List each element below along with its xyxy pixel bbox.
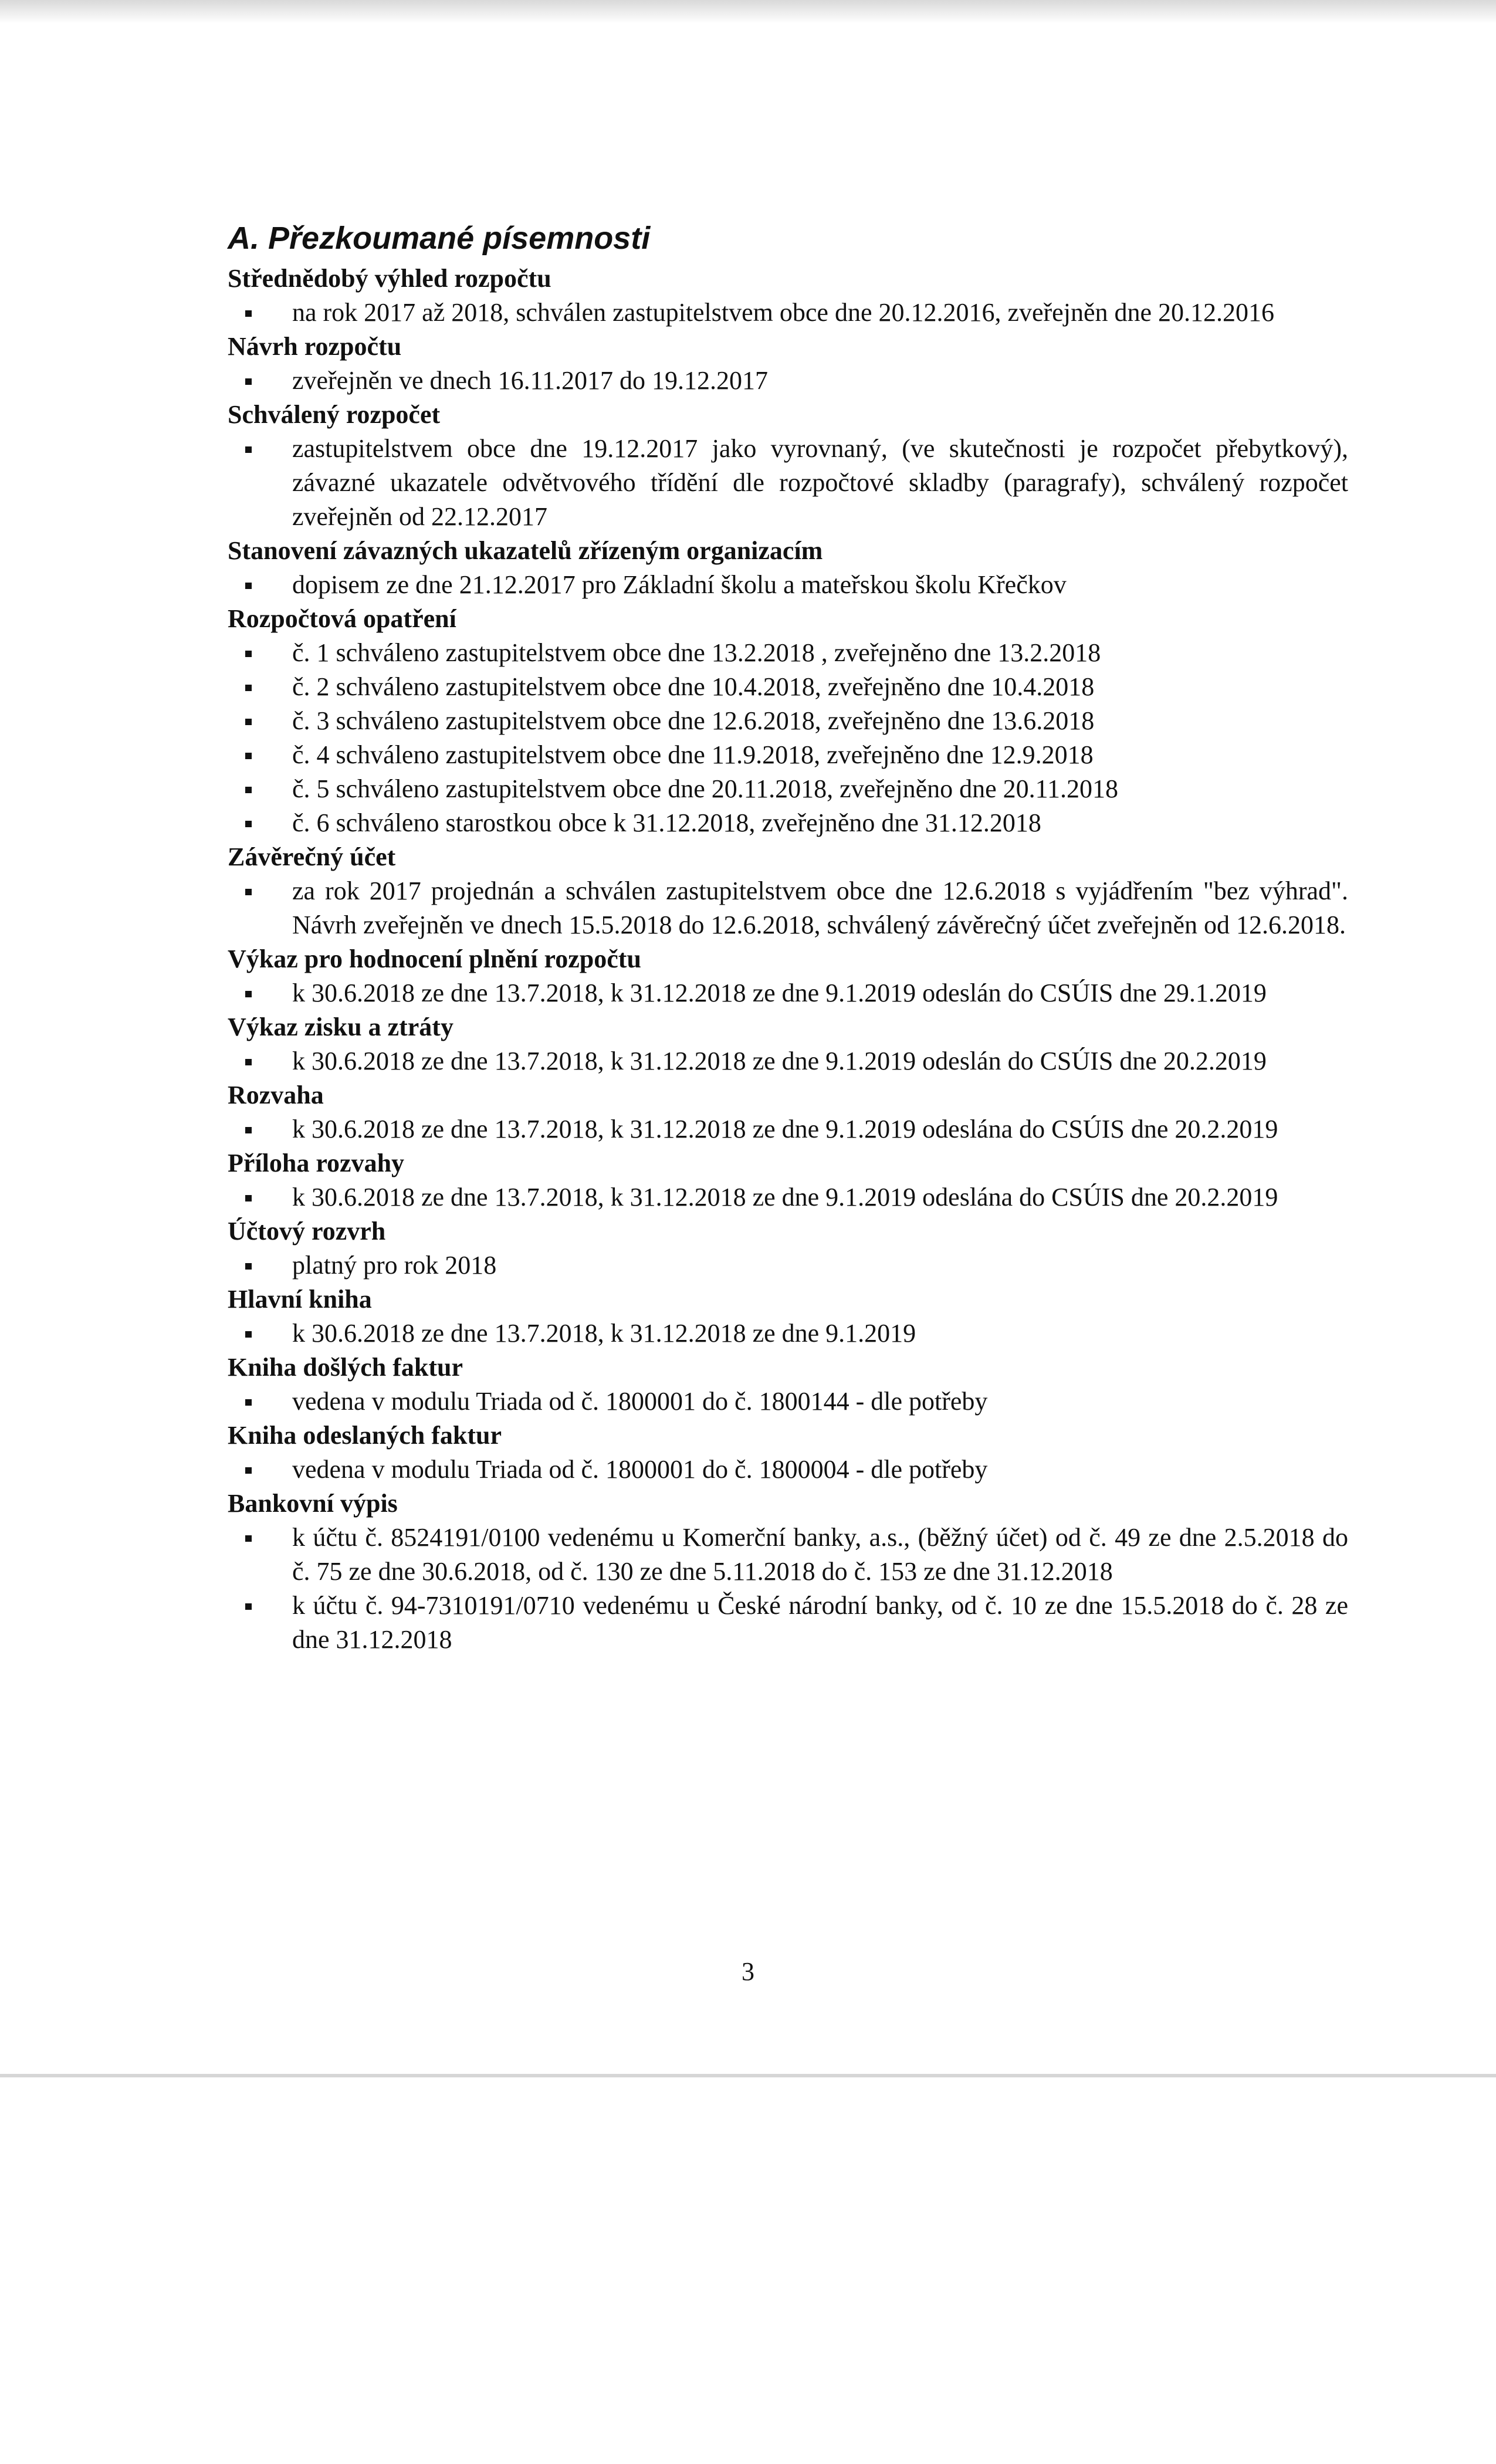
section: [228, 534, 1348, 602]
section-heading: Výkaz pro hodnocení plnění rozpočtu: [228, 945, 641, 973]
section: [228, 1010, 1348, 1078]
list-item: č. 5 schváleno zastupitelstvem obce dne 20.11.2018, zveřejněno dne 20.11.2018: [228, 772, 1348, 806]
section-heading: Příloha rozvahy: [228, 1149, 405, 1177]
list-item: č. 3 schváleno zastupitelstvem obce dne 12.6.2018, zveřejněno dne 13.6.2018: [228, 704, 1348, 738]
section-heading: Rozvaha: [228, 1081, 324, 1109]
item-list: [228, 432, 1348, 534]
section: [228, 262, 1348, 330]
section: [228, 1282, 1348, 1351]
list-item: č. 1 schváleno zastupitelstvem obce dne 13.2.2018 , zveřejněno dne 13.2.2018: [228, 636, 1348, 670]
section: [228, 1214, 1348, 1282]
list-item: dopisem ze dne 21.12.2017 pro Základní školu a mateřskou školu Křečkov: [228, 568, 1348, 602]
item-list: [228, 1521, 1348, 1657]
section-heading: Schválený rozpočet: [228, 400, 441, 429]
list-item: k účtu č. 94-7310191/0710 vedenému u České národní banky, od č. 10 ze dne 15.5.2018 do č. 28 ze dne 31.12.2018: [228, 1589, 1348, 1657]
item-list: [228, 1248, 1348, 1282]
list-item: na rok 2017 až 2018, schválen zastupitelstvem obce dne 20.12.2016, zveřejněn dne 20.12.2016: [228, 296, 1348, 330]
scan-top-edge: [0, 0, 1496, 23]
section: [228, 602, 1348, 840]
item-list: [228, 1453, 1348, 1487]
list-item: k 30.6.2018 ze dne 13.7.2018, k 31.12.2018 ze dne 9.1.2019 odeslána do CSÚIS dne 20.2.2019: [228, 1180, 1348, 1214]
section-heading: Hlavní kniha: [228, 1285, 372, 1314]
document-body: [228, 217, 1348, 1657]
item-list: [228, 296, 1348, 330]
section: [228, 1419, 1348, 1487]
section: [228, 1351, 1348, 1419]
section-heading: Návrh rozpočtu: [228, 332, 402, 361]
section: [228, 330, 1348, 398]
section: [228, 1146, 1348, 1214]
item-list: [228, 1316, 1348, 1351]
section-heading: Výkaz zisku a ztráty: [228, 1013, 453, 1041]
section-heading: Závěrečný účet: [228, 842, 396, 871]
list-item: vedena v modulu Triada od č. 1800001 do č. 1800144 - dle potřeby: [228, 1385, 1348, 1419]
section-heading: Kniha odeslaných faktur: [228, 1421, 502, 1450]
scan-page-edge: [0, 2074, 1496, 2077]
section-heading: Účtový rozvrh: [228, 1217, 386, 1245]
list-item: k 30.6.2018 ze dne 13.7.2018, k 31.12.2018 ze dne 9.1.2019: [228, 1316, 1348, 1351]
item-list: [228, 568, 1348, 602]
list-item: zveřejněn ve dnech 16.11.2017 do 19.12.2017: [228, 364, 1348, 398]
item-list: [228, 1180, 1348, 1214]
list-item: za rok 2017 projednán a schválen zastupitelstvem obce dne 12.6.2018 s vyjádřením "bez výhrad". Návrh zveřejněn ve dnech 15.5.2018 do 12.6.2018, schválený závěrečný účet zveřejněn od 12.6.2018.: [228, 874, 1348, 942]
item-list: [228, 636, 1348, 840]
list-item: k 30.6.2018 ze dne 13.7.2018, k 31.12.2018 ze dne 9.1.2019 odeslán do CSÚIS dne 20.2.2019: [228, 1044, 1348, 1078]
section-heading: Střednědobý výhled rozpočtu: [228, 264, 551, 293]
section: [228, 942, 1348, 1010]
item-list: [228, 874, 1348, 942]
list-item: č. 6 schváleno starostkou obce k 31.12.2018, zveřejněno dne 31.12.2018: [228, 806, 1348, 840]
page-title: A. Přezkoumané písemnosti: [228, 221, 651, 256]
item-list: [228, 1112, 1348, 1146]
section-heading: Bankovní výpis: [228, 1489, 398, 1518]
list-item: k 30.6.2018 ze dne 13.7.2018, k 31.12.2018 ze dne 9.1.2019 odeslán do CSÚIS dne 29.1.2019: [228, 976, 1348, 1010]
section: [228, 1487, 1348, 1657]
list-item: zastupitelstvem obce dne 19.12.2017 jako vyrovnaný, (ve skutečnosti je rozpočet přebytkový), závazné ukazatele odvětvového třídění dle rozpočtové skladby (paragrafy), schválený rozpočet zveřejněn od 22.12.2017: [228, 432, 1348, 534]
list-item: č. 2 schváleno zastupitelstvem obce dne 10.4.2018, zveřejněno dne 10.4.2018: [228, 670, 1348, 704]
list-item: vedena v modulu Triada od č. 1800001 do č. 1800004 - dle potřeby: [228, 1453, 1348, 1487]
section: [228, 1078, 1348, 1146]
item-list: [228, 364, 1348, 398]
list-item: k 30.6.2018 ze dne 13.7.2018, k 31.12.2018 ze dne 9.1.2019 odeslána do CSÚIS dne 20.2.2019: [228, 1112, 1348, 1146]
section-heading: Kniha došlých faktur: [228, 1353, 463, 1382]
list-item: platný pro rok 2018: [228, 1248, 1348, 1282]
section: [228, 398, 1348, 534]
item-list: [228, 1044, 1348, 1078]
item-list: [228, 976, 1348, 1010]
list-item: č. 4 schváleno zastupitelstvem obce dne 11.9.2018, zveřejněno dne 12.9.2018: [228, 738, 1348, 772]
page-number: 3: [742, 1957, 754, 1986]
item-list: [228, 1385, 1348, 1419]
section: [228, 840, 1348, 942]
list-item: k účtu č. 8524191/0100 vedenému u Komerční banky, a.s., (běžný účet) od č. 49 ze dne 2.5.2018 do č. 75 ze dne 30.6.2018, od č. 130 ze dne 5.11.2018 do č. 153 ze dne 31.12.2018: [228, 1521, 1348, 1589]
section-heading: Rozpočtová opatření: [228, 604, 456, 633]
section-heading: Stanovení závazných ukazatelů zřízeným organizacím: [228, 536, 823, 565]
